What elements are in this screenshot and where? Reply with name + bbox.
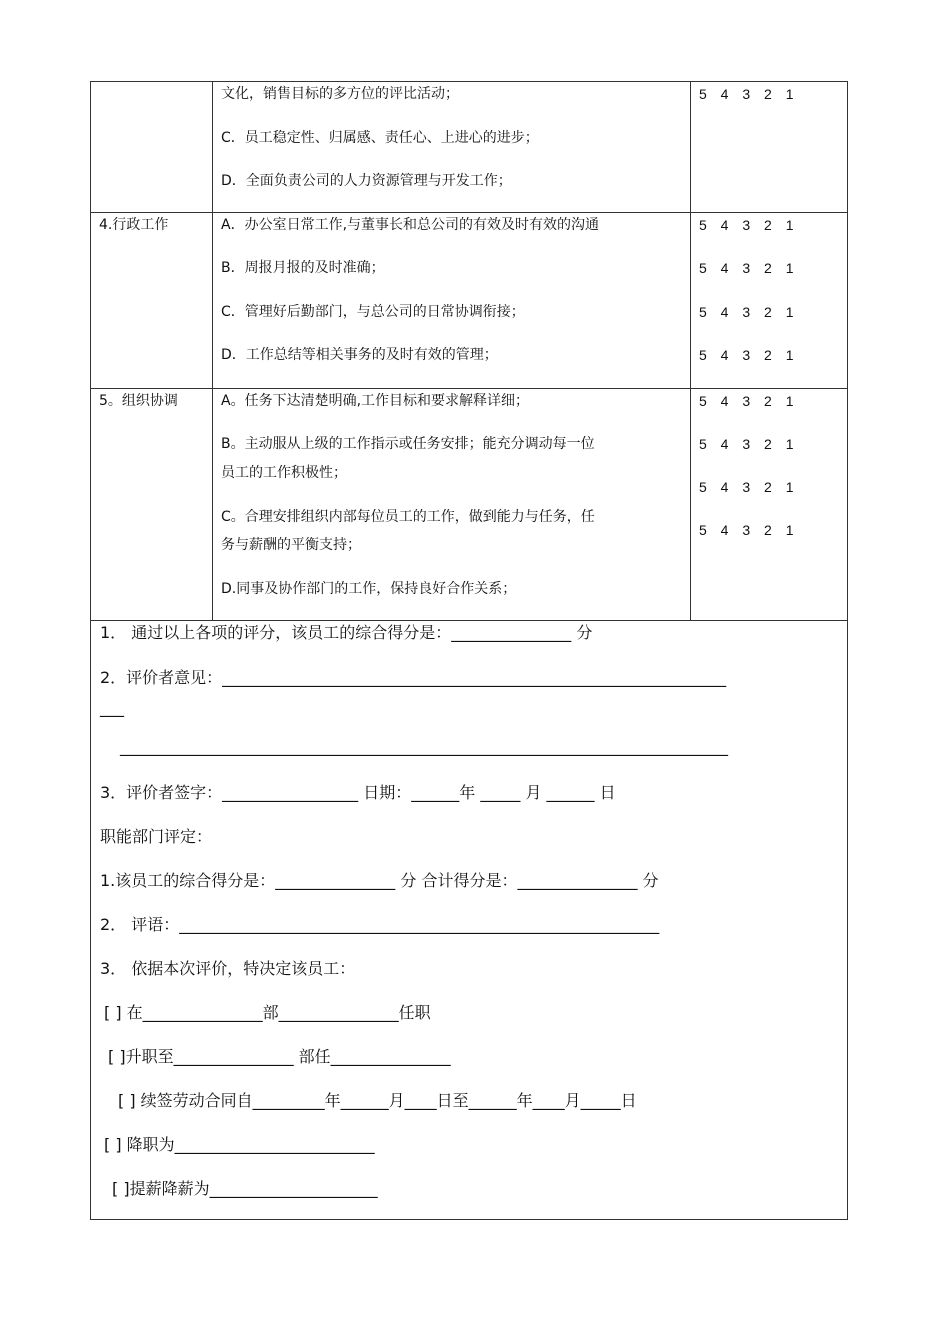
row3-item-2b: 员工的工作积极性； [221,465,347,481]
row3-score-1: 5 4 3 2 1 [699,393,799,409]
row2-score-4: 5 4 3 2 1 [699,347,799,363]
evaluator-opinion-line-2: ___ [100,698,124,717]
row2-item-3: C．管理好后勤部门，与总公司的日常协调衔接； [221,304,525,320]
row3-score-2: 5 4 3 2 1 [699,436,799,452]
decision-heading: 3． 依据本次评价，特决定该员工： [100,959,356,978]
row3-score-4: 5 4 3 2 1 [699,522,799,538]
row2-category: 4.行政工作 [99,217,169,233]
evaluator-opinion-line-3: ____________________________________________________________________________ [120,737,728,756]
row3-item-3b: 务与薪酬的平衡支持； [221,537,361,553]
decision-promote-line: [ ]升职至_______________ 部任_______________ [108,1047,451,1066]
decision-demote-line: [ ] 降职为_________________________ [104,1135,375,1154]
row1-score-1: 5 4 3 2 1 [699,86,799,102]
row-divider-3 [90,620,848,621]
evaluator-signature-line: 3．评价者签字：_________________ 日期：______年 _____ 月 ______ 日 [100,783,616,802]
row3-item-4: D.同事及协作部门的工作，保持良好合作关系； [221,581,517,597]
total-score-line: 1． 通过以上各项的评分，该员工的综合得分是：_______________ 分 [100,623,593,642]
row2-score-1: 5 4 3 2 1 [699,217,799,233]
row3-category: 5。组织协调 [99,393,178,409]
row-divider-2 [90,388,848,389]
row3-item-2: B。主动服从上级的工作指示或任务安排；能充分调动每一位 [221,436,595,452]
decision-renew-contract-line: [ ] 续签劳动合同自_________年______月____日至______年____月_____日 [118,1091,637,1110]
decision-assign-line: [ ] 在_______________部_______________任职 [104,1003,431,1022]
decision-salary-line: [ ]提薪降薪为_____________________ [112,1179,378,1198]
comment-line: 2． 评语：____________________________________________________________ [100,915,660,934]
row3-item-3: C。合理安排组织内部每位员工的工作，做到能力与任务，任 [221,509,595,525]
row2-item-4: D．工作总结等相关事务的及时有效的管理； [221,347,498,363]
row1-item-3: D．全面负责公司的人力资源管理与开发工作； [221,173,512,189]
row1-item-1: 文化，销售目标的多方位的评比活动； [221,86,459,102]
row2-item-2: B．周报月报的及时准确； [221,260,385,276]
department-assessment-heading: 职能部门评定： [100,827,213,846]
row3-item-1: A。任务下达清楚明确,工作目标和要求解释详细； [221,393,530,409]
department-score-line: 1.该员工的综合得分是：_______________ 分 合计得分是：_______________ 分 [100,871,659,890]
row2-item-1: A．办公室日常工作,与董事长和总公司的有效及时有效的沟通 [221,217,600,233]
row3-score-3: 5 4 3 2 1 [699,479,799,495]
row-divider-1 [90,212,848,213]
evaluator-opinion-line: 2．评价者意见：_______________________________________________________________ [100,668,727,687]
row1-item-2: C．员工稳定性、归属感、责任心、上进心的进步； [221,130,539,146]
column-divider-1 [212,81,213,620]
column-divider-2 [690,81,691,620]
row2-score-2: 5 4 3 2 1 [699,260,799,276]
row2-score-3: 5 4 3 2 1 [699,304,799,320]
